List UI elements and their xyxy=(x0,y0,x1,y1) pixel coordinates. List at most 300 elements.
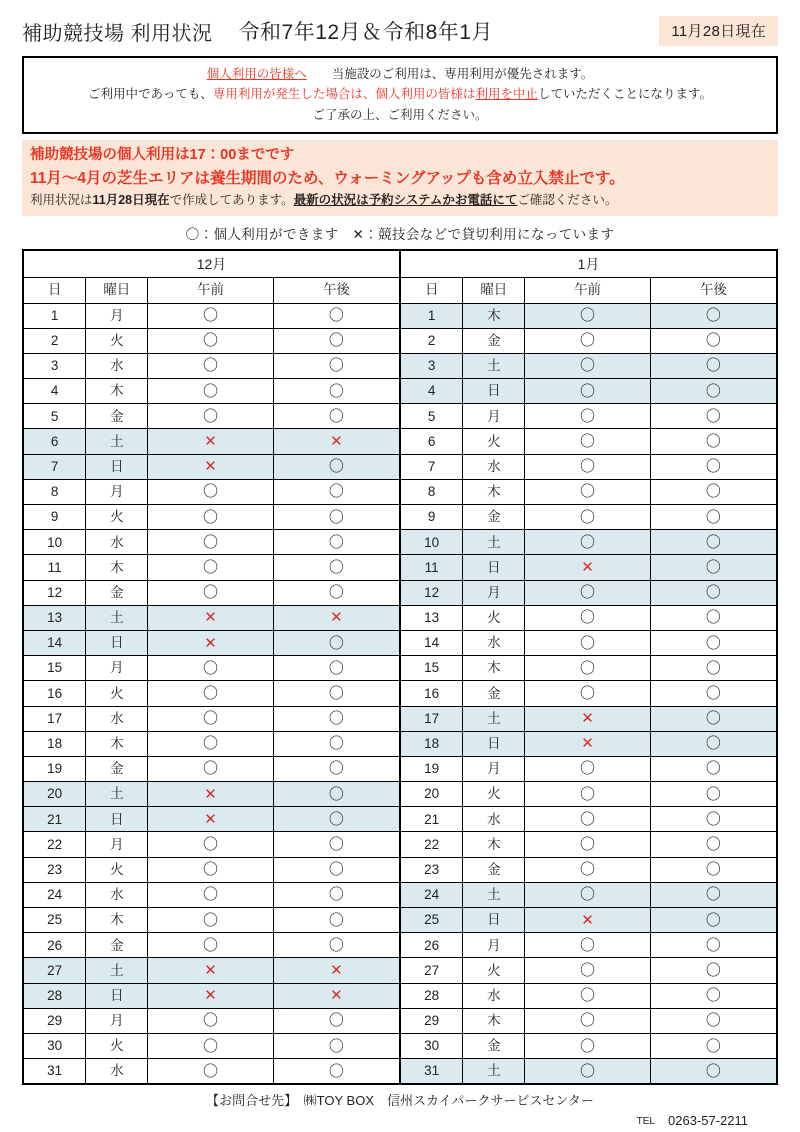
cell-afternoon xyxy=(273,656,399,681)
cell-afternoon xyxy=(273,731,399,756)
cell-morning xyxy=(148,983,274,1008)
table-row xyxy=(24,605,399,630)
cell-afternoon xyxy=(650,983,776,1008)
page-header xyxy=(22,0,778,54)
table-row xyxy=(401,479,776,504)
cell-morning xyxy=(525,303,651,328)
cell-weekday: 木 xyxy=(463,656,525,681)
cell-day: 16 xyxy=(401,681,463,706)
available-mark-icon: 〇 xyxy=(705,911,721,929)
available-mark-icon: 〇 xyxy=(705,1012,721,1030)
cell-weekday: 土 xyxy=(463,353,525,378)
table-row xyxy=(24,379,399,404)
available-mark-icon: 〇 xyxy=(705,861,721,879)
available-mark-icon: 〇 xyxy=(203,659,219,677)
table-row xyxy=(401,882,776,907)
available-mark-icon: 〇 xyxy=(705,584,721,602)
january-table xyxy=(401,251,776,1084)
table-row xyxy=(401,353,776,378)
cell-day: 14 xyxy=(24,630,86,655)
cell-day: 6 xyxy=(401,429,463,454)
cell-weekday: 金 xyxy=(86,580,148,605)
january-month-title-row xyxy=(401,251,776,278)
available-mark-icon: 〇 xyxy=(705,886,721,904)
table-row xyxy=(401,832,776,857)
cell-afternoon xyxy=(273,605,399,630)
cell-afternoon xyxy=(273,882,399,907)
table-row xyxy=(401,933,776,958)
cell-afternoon xyxy=(273,454,399,479)
cell-morning xyxy=(148,505,274,530)
cell-afternoon xyxy=(273,580,399,605)
cell-afternoon xyxy=(650,505,776,530)
notice-addressee: 個人利用の皆様へ xyxy=(206,67,307,81)
available-mark-icon: 〇 xyxy=(328,634,344,652)
available-mark-icon: 〇 xyxy=(705,332,721,350)
available-mark-icon: 〇 xyxy=(705,558,721,576)
cell-day: 30 xyxy=(24,1033,86,1058)
available-mark-icon: 〇 xyxy=(580,433,596,451)
table-row xyxy=(401,1059,776,1084)
calendar-january xyxy=(401,251,776,1084)
available-mark-icon: 〇 xyxy=(328,1012,344,1030)
available-mark-icon: 〇 xyxy=(705,684,721,702)
cell-afternoon xyxy=(650,404,776,429)
closed-mark-icon: ✕ xyxy=(581,735,594,753)
tel-number: 0263-57-2211 xyxy=(668,1113,748,1129)
cell-afternoon xyxy=(273,1033,399,1058)
available-mark-icon: 〇 xyxy=(580,1037,596,1055)
cell-weekday: 水 xyxy=(86,530,148,555)
cell-day: 14 xyxy=(401,630,463,655)
warning-asof-mid: で作成してあります。 xyxy=(169,192,294,207)
cell-weekday: 火 xyxy=(463,429,525,454)
available-mark-icon: 〇 xyxy=(705,810,721,828)
table-row xyxy=(401,656,776,681)
cell-day: 28 xyxy=(401,983,463,1008)
cell-morning xyxy=(148,731,274,756)
cell-morning xyxy=(525,756,651,781)
cell-day: 22 xyxy=(24,832,86,857)
cell-afternoon xyxy=(273,756,399,781)
cell-weekday: 火 xyxy=(86,857,148,882)
cell-afternoon xyxy=(273,983,399,1008)
cell-day: 29 xyxy=(24,1008,86,1033)
available-mark-icon: 〇 xyxy=(580,483,596,501)
cell-weekday: 日 xyxy=(86,983,148,1008)
cell-day: 15 xyxy=(401,656,463,681)
table-row xyxy=(24,404,399,429)
cell-day: 19 xyxy=(401,756,463,781)
table-row xyxy=(401,756,776,781)
cell-afternoon xyxy=(650,555,776,580)
table-row xyxy=(401,782,776,807)
cell-weekday: 月 xyxy=(86,1008,148,1033)
cell-weekday: 土 xyxy=(463,882,525,907)
available-mark-icon: 〇 xyxy=(580,886,596,904)
table-row xyxy=(401,731,776,756)
available-mark-icon: 〇 xyxy=(580,332,596,350)
available-mark-icon: 〇 xyxy=(328,659,344,677)
available-mark-icon: 〇 xyxy=(203,684,219,702)
table-row xyxy=(24,328,399,353)
cell-day: 18 xyxy=(401,731,463,756)
available-mark-icon: 〇 xyxy=(328,508,344,526)
cell-morning xyxy=(525,404,651,429)
table-row xyxy=(24,429,399,454)
cell-weekday: 水 xyxy=(86,882,148,907)
cell-day: 27 xyxy=(401,958,463,983)
cell-morning xyxy=(525,782,651,807)
cell-weekday: 水 xyxy=(463,807,525,832)
available-mark-icon: 〇 xyxy=(203,533,219,551)
cell-afternoon xyxy=(650,379,776,404)
cell-morning xyxy=(525,580,651,605)
cell-day: 8 xyxy=(24,479,86,504)
cell-weekday: 金 xyxy=(463,328,525,353)
cell-day: 2 xyxy=(401,328,463,353)
available-mark-icon: 〇 xyxy=(580,961,596,979)
available-mark-icon: 〇 xyxy=(705,433,721,451)
closed-mark-icon: ✕ xyxy=(204,609,217,627)
cell-weekday: 木 xyxy=(86,908,148,933)
cell-day: 20 xyxy=(401,782,463,807)
cell-weekday: 水 xyxy=(463,983,525,1008)
cell-day: 7 xyxy=(401,454,463,479)
cell-morning xyxy=(525,656,651,681)
cell-day: 26 xyxy=(401,933,463,958)
cell-morning xyxy=(525,1033,651,1058)
available-mark-icon: 〇 xyxy=(203,760,219,778)
cell-day: 13 xyxy=(401,605,463,630)
column-header-day: 日 xyxy=(24,277,86,303)
december-month-title: 12月 xyxy=(24,251,399,278)
cell-afternoon xyxy=(273,429,399,454)
available-mark-icon: 〇 xyxy=(328,684,344,702)
available-mark-icon: 〇 xyxy=(705,785,721,803)
cell-morning xyxy=(525,353,651,378)
cell-weekday: 日 xyxy=(86,630,148,655)
cell-afternoon xyxy=(650,1008,776,1033)
available-mark-icon: 〇 xyxy=(705,760,721,778)
cell-morning xyxy=(148,832,274,857)
cell-afternoon xyxy=(273,630,399,655)
available-mark-icon: 〇 xyxy=(203,1062,219,1080)
cell-afternoon xyxy=(650,580,776,605)
cell-day: 25 xyxy=(401,908,463,933)
table-row xyxy=(24,656,399,681)
warning-box xyxy=(22,140,778,216)
available-mark-icon: 〇 xyxy=(705,357,721,375)
available-mark-icon: 〇 xyxy=(580,533,596,551)
table-row xyxy=(401,908,776,933)
table-row xyxy=(24,479,399,504)
available-mark-icon: 〇 xyxy=(328,407,344,425)
table-row xyxy=(24,983,399,1008)
cell-day: 12 xyxy=(24,580,86,605)
cell-afternoon xyxy=(273,1008,399,1033)
cell-weekday: 金 xyxy=(463,857,525,882)
cell-weekday: 火 xyxy=(463,782,525,807)
page-title: 補助競技場 利用状況 xyxy=(22,22,213,45)
cell-morning xyxy=(148,706,274,731)
available-mark-icon: 〇 xyxy=(328,558,344,576)
calendar-december xyxy=(24,251,401,1084)
warning-hours-line: 補助競技場の個人利用は17：00までです xyxy=(30,146,295,163)
cell-morning xyxy=(148,857,274,882)
table-row xyxy=(401,303,776,328)
contact-center: 信州スカイパークサービスセンター xyxy=(387,1093,594,1109)
notice-line2-red: 専用利用が発生した場合は、個人利用の皆様は xyxy=(212,87,476,102)
cell-day: 21 xyxy=(24,807,86,832)
cell-weekday: 月 xyxy=(86,479,148,504)
cell-morning xyxy=(148,479,274,504)
cell-morning xyxy=(525,379,651,404)
table-row xyxy=(24,807,399,832)
cell-day: 27 xyxy=(24,958,86,983)
cell-afternoon xyxy=(650,1059,776,1084)
cell-day: 13 xyxy=(24,605,86,630)
table-row xyxy=(401,983,776,1008)
cell-morning xyxy=(525,479,651,504)
warning-asof-prefix: 利用状況は xyxy=(30,192,93,207)
cell-morning xyxy=(148,782,274,807)
cell-morning xyxy=(525,1059,651,1084)
table-row xyxy=(401,1008,776,1033)
available-mark-icon: 〇 xyxy=(705,659,721,677)
available-mark-icon: 〇 xyxy=(203,836,219,854)
table-row xyxy=(24,353,399,378)
cell-day: 12 xyxy=(401,580,463,605)
cell-day: 4 xyxy=(401,379,463,404)
available-mark-icon: 〇 xyxy=(705,961,721,979)
cell-day: 31 xyxy=(401,1059,463,1084)
available-mark-icon: 〇 xyxy=(580,1062,596,1080)
closed-mark-icon: ✕ xyxy=(204,634,217,652)
cell-afternoon xyxy=(650,656,776,681)
available-mark-icon: 〇 xyxy=(580,307,596,325)
available-mark-icon: 〇 xyxy=(328,584,344,602)
cell-morning xyxy=(148,580,274,605)
cell-morning xyxy=(525,933,651,958)
cell-weekday: 日 xyxy=(463,731,525,756)
available-mark-icon: 〇 xyxy=(580,634,596,652)
cell-day: 5 xyxy=(24,404,86,429)
cell-morning xyxy=(148,630,274,655)
priority-notice-line-2 xyxy=(30,84,770,104)
available-mark-icon: 〇 xyxy=(203,861,219,879)
cell-day: 1 xyxy=(24,303,86,328)
cell-weekday: 水 xyxy=(86,353,148,378)
cell-morning xyxy=(525,882,651,907)
cell-day: 10 xyxy=(24,530,86,555)
cell-afternoon xyxy=(650,303,776,328)
table-row xyxy=(401,605,776,630)
table-row xyxy=(24,1059,399,1084)
table-row xyxy=(401,404,776,429)
table-row xyxy=(401,807,776,832)
cell-afternoon xyxy=(650,1033,776,1058)
column-header-afternoon: 午後 xyxy=(650,277,776,303)
cell-day: 30 xyxy=(401,1033,463,1058)
table-row xyxy=(24,782,399,807)
cell-day: 23 xyxy=(401,857,463,882)
available-mark-icon: 〇 xyxy=(203,1037,219,1055)
column-header-morning: 午前 xyxy=(148,277,274,303)
cell-weekday: 日 xyxy=(86,454,148,479)
table-row xyxy=(24,530,399,555)
available-mark-icon: 〇 xyxy=(705,483,721,501)
available-mark-icon: 〇 xyxy=(580,861,596,879)
available-mark-icon: 〇 xyxy=(705,987,721,1005)
available-mark-icon: 〇 xyxy=(328,1037,344,1055)
cell-morning xyxy=(525,706,651,731)
cell-weekday: 土 xyxy=(86,429,148,454)
december-month-title-row xyxy=(24,251,399,278)
cell-morning xyxy=(525,1008,651,1033)
table-row xyxy=(24,681,399,706)
available-mark-icon: 〇 xyxy=(705,1062,721,1080)
available-mark-icon: 〇 xyxy=(580,760,596,778)
cell-morning xyxy=(525,958,651,983)
table-row xyxy=(24,832,399,857)
cell-day: 11 xyxy=(24,555,86,580)
column-header-weekday: 曜日 xyxy=(463,277,525,303)
cell-weekday: 火 xyxy=(86,1033,148,1058)
cell-day: 25 xyxy=(24,908,86,933)
column-header-morning: 午前 xyxy=(525,277,651,303)
table-row xyxy=(24,857,399,882)
cell-weekday: 水 xyxy=(86,1059,148,1084)
cell-morning xyxy=(525,555,651,580)
cell-morning xyxy=(148,429,274,454)
available-mark-icon: 〇 xyxy=(203,710,219,728)
cell-weekday: 木 xyxy=(463,1008,525,1033)
cell-morning xyxy=(148,1033,274,1058)
available-mark-icon: 〇 xyxy=(705,508,721,526)
cell-weekday: 金 xyxy=(463,681,525,706)
available-mark-icon: 〇 xyxy=(705,533,721,551)
closed-mark-icon: ✕ xyxy=(204,810,217,828)
column-header-day: 日 xyxy=(401,277,463,303)
available-mark-icon: 〇 xyxy=(203,735,219,753)
january-table-body xyxy=(401,303,776,1083)
notice-line1-text: 当施設のご利用は、専用利用が優先されます。 xyxy=(331,67,594,81)
available-mark-icon: 〇 xyxy=(328,911,344,929)
cell-weekday: 日 xyxy=(86,807,148,832)
cell-day: 3 xyxy=(24,353,86,378)
available-mark-icon: 〇 xyxy=(328,382,344,400)
cell-afternoon xyxy=(273,555,399,580)
notice-line2-suffix: していただくことになります。 xyxy=(537,87,712,102)
cell-weekday: 日 xyxy=(463,555,525,580)
cell-weekday: 月 xyxy=(86,656,148,681)
available-mark-icon: 〇 xyxy=(328,483,344,501)
table-row xyxy=(401,328,776,353)
table-row xyxy=(401,857,776,882)
table-row xyxy=(24,505,399,530)
closed-mark-icon: ✕ xyxy=(581,710,594,728)
available-mark-icon: 〇 xyxy=(580,584,596,602)
cell-afternoon xyxy=(273,832,399,857)
available-mark-icon: 〇 xyxy=(580,659,596,677)
cell-afternoon xyxy=(273,782,399,807)
available-mark-icon: 〇 xyxy=(580,609,596,627)
available-mark-icon: 〇 xyxy=(580,1012,596,1030)
cell-day: 20 xyxy=(24,782,86,807)
cell-morning xyxy=(148,454,274,479)
cell-weekday: 火 xyxy=(463,605,525,630)
period-title: 令和7年12月＆令和8年1月 xyxy=(238,21,493,44)
table-row xyxy=(24,731,399,756)
table-row xyxy=(24,454,399,479)
warning-asof-suffix: ご確認ください。 xyxy=(517,192,618,207)
cell-day: 10 xyxy=(401,530,463,555)
available-mark-icon: 〇 xyxy=(705,836,721,854)
cell-afternoon xyxy=(650,807,776,832)
cell-afternoon xyxy=(650,530,776,555)
cell-morning xyxy=(148,807,274,832)
cell-day: 9 xyxy=(401,505,463,530)
cell-afternoon xyxy=(273,958,399,983)
cell-afternoon xyxy=(650,681,776,706)
cell-afternoon xyxy=(273,530,399,555)
column-header-weekday: 曜日 xyxy=(86,277,148,303)
column-header-afternoon: 午後 xyxy=(273,277,399,303)
closed-mark-icon: ✕ xyxy=(330,987,343,1005)
available-mark-icon: 〇 xyxy=(328,332,344,350)
available-mark-icon: 〇 xyxy=(328,1062,344,1080)
available-mark-icon: 〇 xyxy=(328,458,344,476)
cell-afternoon xyxy=(273,1059,399,1084)
table-row xyxy=(24,1008,399,1033)
available-mark-icon: 〇 xyxy=(328,533,344,551)
cell-weekday: 月 xyxy=(463,580,525,605)
cell-afternoon xyxy=(650,782,776,807)
cell-morning xyxy=(148,756,274,781)
cell-afternoon xyxy=(273,807,399,832)
closed-mark-icon: ✕ xyxy=(581,911,594,929)
cell-afternoon xyxy=(273,328,399,353)
cell-morning xyxy=(525,454,651,479)
cell-day: 17 xyxy=(24,706,86,731)
cell-day: 31 xyxy=(24,1059,86,1084)
table-row xyxy=(401,379,776,404)
tel-label: TEL xyxy=(636,1116,655,1128)
cell-weekday: 土 xyxy=(463,530,525,555)
cell-weekday: 金 xyxy=(86,756,148,781)
table-row xyxy=(401,580,776,605)
available-mark-icon: 〇 xyxy=(203,357,219,375)
cell-weekday: 金 xyxy=(463,505,525,530)
available-mark-icon: 〇 xyxy=(203,407,219,425)
cell-weekday: 土 xyxy=(463,706,525,731)
footer-line-1 xyxy=(22,1091,778,1111)
january-column-header-row xyxy=(401,277,776,303)
footer-contact xyxy=(22,1091,778,1131)
cell-weekday: 月 xyxy=(463,756,525,781)
table-row xyxy=(24,303,399,328)
cell-afternoon xyxy=(650,832,776,857)
cell-afternoon xyxy=(650,328,776,353)
closed-mark-icon: ✕ xyxy=(204,433,217,451)
cell-morning xyxy=(148,555,274,580)
as-of-date-badge: 11月28日現在 xyxy=(659,16,778,46)
cell-day: 18 xyxy=(24,731,86,756)
available-mark-icon: 〇 xyxy=(203,936,219,954)
cell-weekday: 月 xyxy=(86,832,148,857)
available-mark-icon: 〇 xyxy=(580,810,596,828)
